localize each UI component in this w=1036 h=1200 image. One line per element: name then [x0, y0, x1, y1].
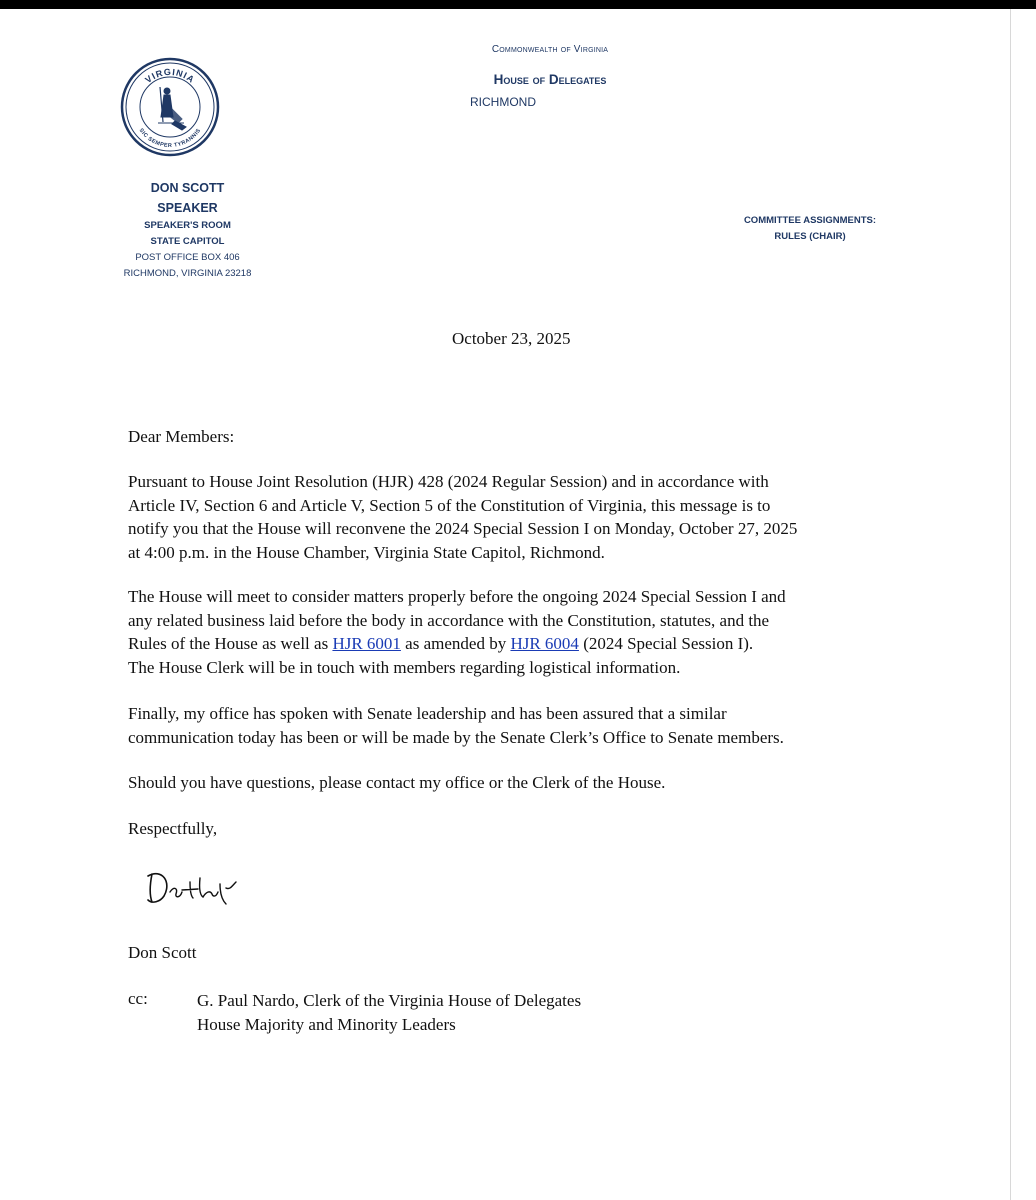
- paragraph-2-text: as amended by: [400, 634, 511, 653]
- sender-room: SPEAKER'S ROOM: [144, 220, 231, 231]
- cc-recipient: G. Paul Nardo, Clerk of the Virginia House of Delegates: [197, 991, 582, 1010]
- paragraph-2-line: The House will meet to consider matters properly before the ongoing 2024 Special Session I and: [128, 587, 786, 606]
- house-heading: [430, 72, 670, 87]
- committee-heading: COMMITTEE ASSIGNMENTS:: [743, 215, 877, 226]
- svg-text:SIC SEMPER TYRANNIS: [138, 128, 203, 149]
- sender-city: RICHMOND, VIRGINIA 23218: [123, 268, 252, 279]
- sender-block: [100, 178, 275, 282]
- paragraph-1-line: Article IV, Section 6 and Article V, Section 5 of the Constitution of Virginia, this message is to: [128, 495, 771, 515]
- paragraph-3: [128, 702, 928, 749]
- seal-motto-top: VIRGINIA: [143, 66, 197, 86]
- top-bar: [0, 0, 1036, 9]
- paragraph-3-line: communication today has been or will be made by the Senate Clerk’s Office to Senate members.: [128, 727, 784, 747]
- commonwealth-text: Commonwealth of Virginia: [491, 44, 609, 55]
- paragraph-4: Should you have questions, please contact my office or the Clerk of the House.: [128, 773, 666, 792]
- svg-text:VIRGINIA: [143, 67, 197, 85]
- paragraph-1-line: Pursuant to House Joint Resolution (HJR) 428 (2024 Regular Session) and in accordance with: [128, 472, 769, 491]
- paragraph-2-line: any related business laid before the body in accordance with the Constitution, statutes, and the: [128, 610, 770, 630]
- paragraph-2-line: [128, 632, 928, 656]
- page-edge-line: [1010, 9, 1011, 1200]
- sender-building: STATE CAPITOL: [150, 236, 225, 247]
- cc-label: cc:: [128, 989, 148, 1008]
- signer-name: Don Scott: [128, 943, 197, 962]
- salutation: Dear Members:: [128, 427, 235, 446]
- hjr-6001-link[interactable]: HJR 6001: [332, 634, 401, 653]
- hjr-6004-link[interactable]: HJR 6004: [510, 634, 579, 653]
- signature-icon: [140, 862, 250, 912]
- letter-date: October 23, 2025: [452, 329, 571, 348]
- commonwealth-heading: [430, 44, 670, 55]
- sender-title: SPEAKER: [157, 201, 218, 215]
- virginia-seal-icon: [120, 57, 220, 157]
- house-text: House of Delegates: [493, 72, 607, 87]
- paragraph-1: [128, 470, 928, 564]
- paragraph-1-line: at 4:00 p.m. in the House Chamber, Virginia State Capitol, Richmond.: [128, 542, 605, 562]
- committee-block: [715, 213, 905, 245]
- sender-name: DON SCOTT: [150, 181, 225, 195]
- paragraph-2-text: Rules of the House as well as: [128, 634, 333, 653]
- cc-recipient: House Majority and Minority Leaders: [197, 1014, 456, 1034]
- paragraph-1-line: notify you that the House will reconvene the 2024 Special Session I on Monday, October 27, 2025: [128, 519, 798, 538]
- cc-list: [197, 989, 581, 1036]
- paragraph-2: [128, 585, 928, 679]
- city-heading: RICHMOND: [470, 95, 536, 109]
- paragraph-2-line: The House Clerk will be in touch with members regarding logistical information.: [128, 657, 681, 677]
- sender-po-box: POST OFFICE BOX 406: [135, 252, 240, 263]
- paragraph-3-line: Finally, my office has spoken with Senate leadership and has been assured that a similar: [128, 704, 727, 723]
- committee-item: RULES (CHAIR): [774, 231, 846, 242]
- seal-motto-bottom: SIC SEMPER TYRANNIS: [137, 127, 203, 150]
- paragraph-2-text: (2024 Special Session I).: [578, 634, 754, 653]
- closing: Respectfully,: [128, 819, 218, 838]
